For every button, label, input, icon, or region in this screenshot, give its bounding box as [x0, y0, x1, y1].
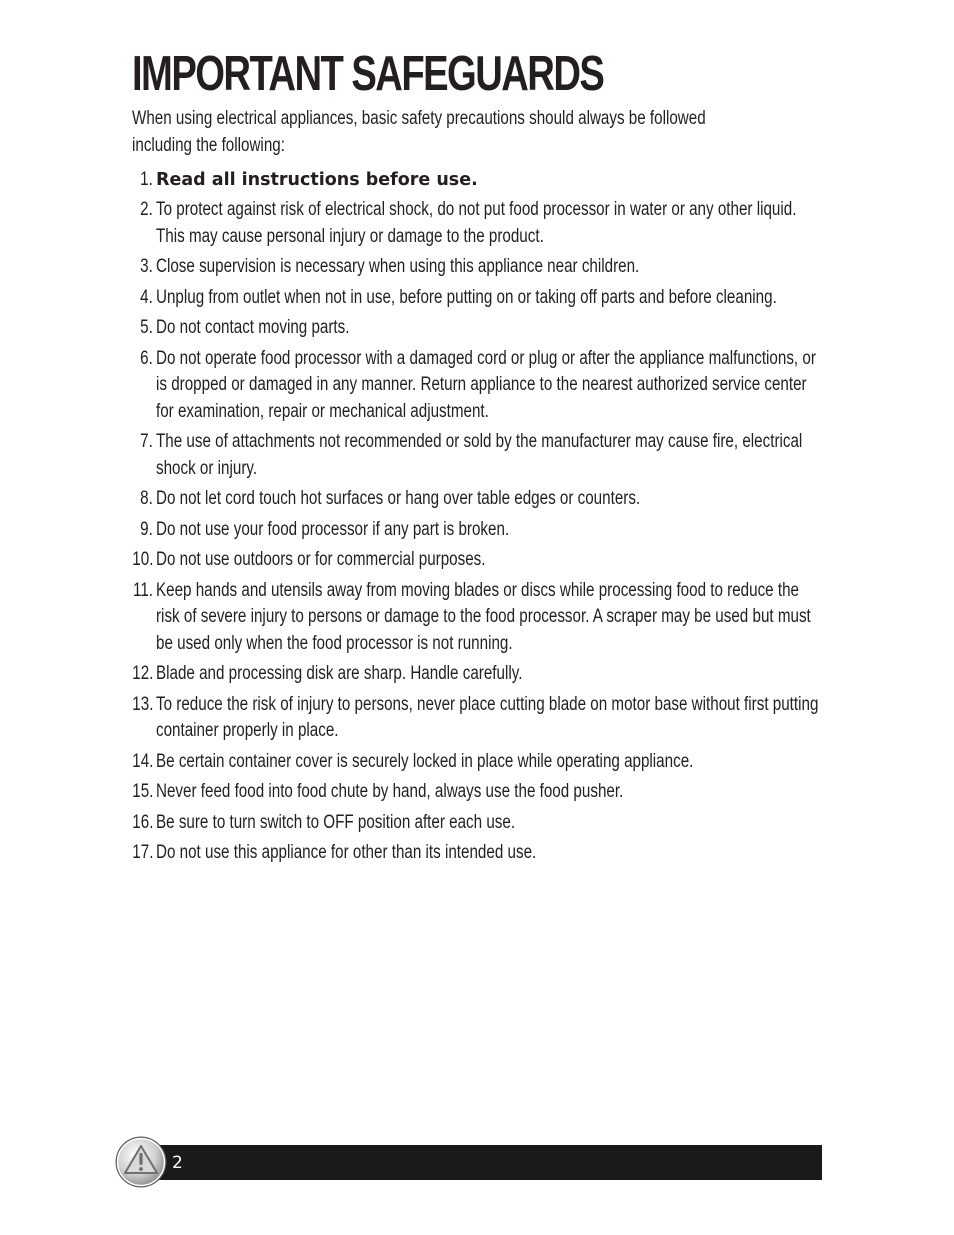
list-item — [0, 547, 954, 574]
list-item — [0, 315, 954, 342]
item-number: 16. — [131, 811, 153, 833]
item-number: 17. — [131, 842, 153, 863]
item-number: 8. — [140, 488, 153, 509]
item-number: 12. — [131, 663, 153, 684]
list-item — [0, 749, 954, 776]
item-number: 11. — [132, 579, 153, 601]
item-text: Be sure to turn switch to OFF position after each use. — [156, 811, 516, 833]
item-text: Do not use this appliance for other than its intended use. — [156, 842, 537, 863]
item-number: 13. — [131, 693, 153, 715]
item-text: Unplug from outlet when not in use, before putting on or taking off parts and before cleaning. — [156, 286, 777, 308]
list-item — [0, 285, 954, 312]
intro-paragraph: When using electrical appliances, basic safety precautions should always be followed including the following: — [132, 108, 706, 156]
item-number: 6. — [140, 347, 153, 369]
item-text: Do not use your food processor if any part is broken. — [156, 518, 510, 540]
item-number: 7. — [140, 431, 153, 452]
list-item — [0, 429, 954, 482]
item-text: To reduce the risk of injury to persons, never place cutting blade on motor base without first putting container properly in place. — [156, 693, 819, 741]
item-text: Do not let cord touch hot surfaces or hang over table edges or counters. — [156, 488, 641, 509]
item-text: The use of attachments not recommended or sold by the manufacturer may cause fire, electrical shock or injury. — [156, 431, 803, 479]
item-text: Keep hands and utensils away from moving blades or discs while processing food to reduce the risk of severe injury to persons or damage to the food processor. A scraper may be used but must be used only when the food processor is not running. — [156, 579, 811, 654]
item-number: 1. — [140, 169, 153, 190]
item-number: 4. — [140, 286, 153, 308]
list-item — [0, 810, 954, 837]
item-number: 9. — [140, 518, 153, 540]
list-item — [0, 779, 954, 806]
footer-bar — [140, 1145, 822, 1180]
list-item — [0, 346, 954, 426]
warning-triangle-icon — [114, 1135, 168, 1189]
item-number: 2. — [140, 199, 153, 220]
item-text: Do not contact moving parts. — [156, 317, 350, 338]
page-number: 2 — [172, 1153, 183, 1173]
list-item — [0, 840, 954, 867]
item-text: Never feed food into food chute by hand, always use the food pusher. — [156, 781, 624, 802]
item-text: Read all instructions before use. — [156, 170, 478, 190]
list-item — [0, 486, 954, 513]
item-text: Close supervision is necessary when using this appliance near children. — [156, 256, 640, 277]
list-item — [0, 197, 954, 250]
list-item — [0, 166, 954, 194]
item-text: Blade and processing disk are sharp. Handle carefully. — [156, 663, 523, 684]
list-item — [0, 661, 954, 688]
safeguards-list — [0, 166, 954, 871]
item-number: 5. — [140, 317, 153, 338]
item-number: 3. — [140, 256, 153, 277]
list-item — [0, 578, 954, 658]
item-text: Do not operate food processor with a damaged cord or plug or after the appliance malfunctions, or is dropped or damaged in any manner. Return appliance to the nearest authorized service center for examination, repair or mechanical adjustment. — [156, 347, 816, 422]
item-text: Do not use outdoors or for commercial purposes. — [156, 549, 486, 570]
item-number: 14. — [131, 750, 153, 772]
list-item — [0, 692, 954, 745]
item-number: 10. — [131, 549, 153, 570]
page-title: IMPORTANT SAFEGUARDS — [132, 47, 604, 101]
item-text: To protect against risk of electrical shock, do not put food processor in water or any other liquid. This may cause personal injury or damage to the product. — [156, 199, 797, 247]
list-item — [0, 517, 954, 544]
item-number: 15. — [131, 781, 153, 802]
list-item — [0, 254, 954, 281]
item-text: Be certain container cover is securely locked in place while operating appliance. — [156, 750, 694, 772]
